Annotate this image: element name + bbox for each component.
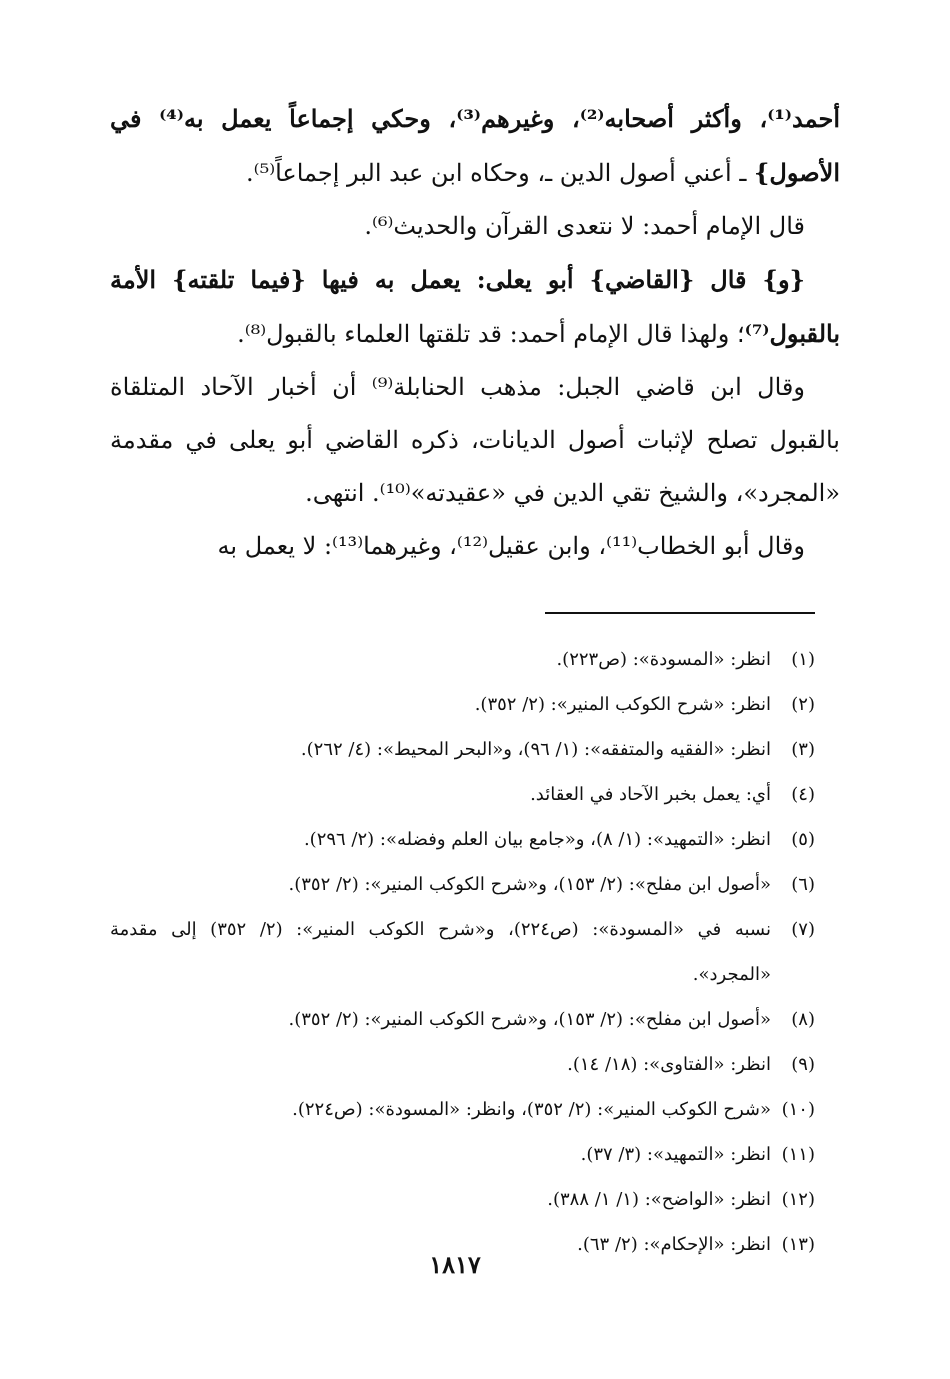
footnote-text: «شرح الكوكب المنير»: (٢/ ٣٥٢)، وانظر: «المسودة»: (ص٢٢٤). (292, 1099, 771, 1120)
paragraph-3-bold: {و} قال {القاضي} أبو يعلى: يعمل به فيها {فيما تلقته} الأمة بالقبول⁽⁷⁾ (110, 265, 840, 348)
footnote-number: (١٢) (781, 1189, 815, 1210)
paragraph-2: قال الإمام أحمد: لا نتعدى القرآن والحديث⁽⁶⁾. (364, 212, 805, 240)
footnote-8 (110, 997, 815, 1042)
footnote-6 (110, 862, 815, 907)
footnote-number: (٩) (791, 1054, 815, 1075)
footnote-5 (110, 817, 815, 862)
paragraph-3 (110, 253, 840, 361)
footnote-number: (٧) (791, 919, 815, 940)
paragraph-1 (110, 92, 840, 200)
footnote-text: «أصول ابن مفلح»: (٢/ ١٥٣)، و«شرح الكوكب المنير»: (٢/ ٣٥٢). (288, 874, 771, 895)
footnote-number: (١٣) (781, 1234, 815, 1255)
paragraph-1-rest: ـ أعني أصول الدين ـ، وحكاه ابن عبد البر إجماعاً⁽⁵⁾. (246, 159, 754, 187)
footnote-12 (110, 1177, 815, 1222)
main-text (110, 92, 840, 573)
footnote-separator (545, 612, 815, 614)
footnote-text: نسبه في «المسودة»: (ص٢٢٤)، و«شرح الكوكب المنير»: (٢/ ٣٥٢) إلى مقدمة «المجرد». (110, 919, 772, 985)
footnote-number: (٥) (791, 829, 815, 850)
footnote-number: (٨) (791, 1009, 815, 1030)
footnote-text: انظر: «شرح الكوكب المنير»: (٢/ ٣٥٢). (474, 694, 771, 715)
footnote-number: (١٠) (781, 1099, 815, 1120)
footnote-9 (110, 1042, 815, 1087)
footnote-text: انظر: «المسودة»: (ص٢٢٣). (556, 649, 771, 670)
paragraph-1-bold: أحمد⁽¹⁾، وأكثر أصحابه⁽²⁾، وغيرهم⁽³⁾، وحكي إجماعاً يعمل به⁽⁴⁾ في الأصول} (110, 104, 840, 187)
footnote-number: (٣) (791, 739, 815, 760)
footnote-number: (٤) (791, 784, 815, 805)
footnote-text: انظر: «الواضح»: (١/ ١/ ٣٨٨). (547, 1189, 771, 1210)
footnote-11 (110, 1132, 815, 1177)
footnote-text: «أصول ابن مفلح»: (٢/ ١٥٣)، و«شرح الكوكب المنير»: (٢/ ٣٥٢). (288, 1009, 771, 1030)
paragraph-3-rest: ؛ ولهذا قال الإمام أحمد: قد تلقتها العلماء بالقبول⁽⁸⁾. (237, 320, 745, 348)
footnote-1 (110, 637, 815, 682)
footnote-text: انظر: «التمهيد»: (٣/ ٣٧). (580, 1144, 771, 1165)
footnote-10 (110, 1087, 815, 1132)
footnote-3 (110, 727, 815, 772)
footnotes-list (110, 637, 815, 1267)
footnote-2 (110, 682, 815, 727)
footnote-4 (110, 772, 815, 817)
page-number: ١٨١٧ (429, 1250, 481, 1279)
footnote-number: (١) (791, 649, 815, 670)
footnote-7 (110, 907, 815, 997)
footnote-text: أي: يعمل بخبر الآحاد في العقائد. (530, 784, 771, 805)
footnote-text: انظر: «الإحكام»: (٢/ ٦٣). (577, 1234, 771, 1255)
footnote-text: انظر: «الفتاوى»: (١٨/ ١٤). (567, 1054, 771, 1075)
footnote-text: انظر: «الفقيه والمتفقه»: (١/ ٩٦)، و«البحر المحيط»: (٤/ ٢٦٢). (300, 739, 771, 760)
paragraph-4: وقال ابن قاضي الجبل: مذهب الحنابلة⁽⁹⁾ أن أخبار الآحاد المتلقاة بالقبول تصلح لإثبات أصول الديانات، ذكره القاضي أبو يعلى في مقدمة «المجرد»، والشيخ تقي الدين في «عقيدته»⁽¹⁰⁾. انتهى. (110, 373, 840, 507)
paragraph-5: وقال أبو الخطاب⁽¹¹⁾، وابن عقيل⁽¹²⁾، وغيرهما⁽¹³⁾: لا يعمل به (217, 532, 805, 560)
footnote-number: (٢) (791, 694, 815, 715)
footnote-text: انظر: «التمهيد»: (١/ ٨)، و«جامع بيان العلم وفضله»: (٢/ ٢٩٦). (303, 829, 771, 850)
footnote-number: (١١) (781, 1144, 815, 1165)
footnote-number: (٦) (791, 874, 815, 895)
